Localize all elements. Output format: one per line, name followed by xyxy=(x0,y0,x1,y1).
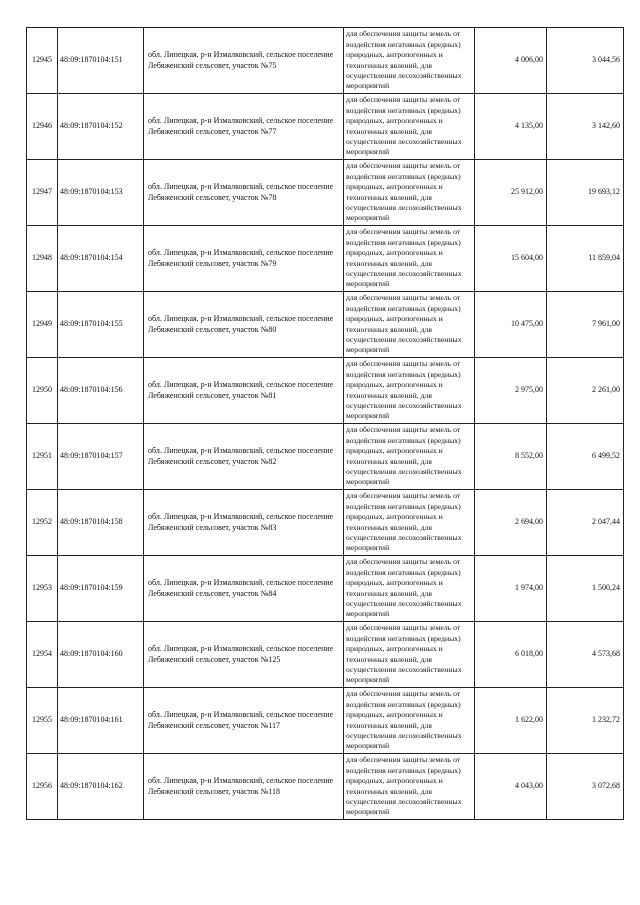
table-row xyxy=(27,490,624,556)
area-cell: 6 018,00 xyxy=(475,622,547,688)
area-cell: 1 974,00 xyxy=(475,556,547,622)
permitted-use-cell: для обеспечения защиты земель от воздействия негативных (вредных) природных, антропогенных и техногенных явлений, для осуществления лесохозяйственных мероприятий xyxy=(344,358,475,424)
permitted-use-cell: для обеспечения защиты земель от воздействия негативных (вредных) природных, антропогенных и техногенных явлений, для осуществления лесохозяйственных мероприятий xyxy=(344,94,475,160)
table-row xyxy=(27,688,624,754)
address-cell: обл. Липецкая, р-н Измалковский, сельское поселение Лебяженский сельсовет, участок №117 xyxy=(144,688,344,754)
permitted-use-cell: для обеспечения защиты земель от воздействия негативных (вредных) природных, антропогенных и техногенных явлений, для осуществления лесохозяйственных мероприятий xyxy=(344,292,475,358)
address-cell: обл. Липецкая, р-н Измалковский, сельское поселение Лебяженский сельсовет, участок №82 xyxy=(144,424,344,490)
table-row xyxy=(27,28,624,94)
row-number-cell: 12952 xyxy=(27,490,58,556)
cadastral-number-cell: 48:09:1870104:162 xyxy=(58,754,144,820)
address-cell: обл. Липецкая, р-н Измалковский, сельское поселение Лебяженский сельсовет, участок №81 xyxy=(144,358,344,424)
cadastral-number-cell: 48:09:1870104:152 xyxy=(58,94,144,160)
area-cell: 25 912,00 xyxy=(475,160,547,226)
table-row xyxy=(27,94,624,160)
cadastral-value-cell: 3 142,60 xyxy=(547,94,624,160)
area-cell: 2 694,00 xyxy=(475,490,547,556)
cadastral-number-cell: 48:09:1870104:158 xyxy=(58,490,144,556)
cadastral-value-cell: 7 961,00 xyxy=(547,292,624,358)
cadastral-number-cell: 48:09:1870104:151 xyxy=(58,28,144,94)
row-number-cell: 12947 xyxy=(27,160,58,226)
address-cell: обл. Липецкая, р-н Измалковский, сельское поселение Лебяженский сельсовет, участок №79 xyxy=(144,226,344,292)
cadastral-value-cell: 6 499,52 xyxy=(547,424,624,490)
address-cell: обл. Липецкая, р-н Измалковский, сельское поселение Лебяженский сельсовет, участок №77 xyxy=(144,94,344,160)
table-row xyxy=(27,226,624,292)
address-cell: обл. Липецкая, р-н Измалковский, сельское поселение Лебяженский сельсовет, участок №75 xyxy=(144,28,344,94)
cadastral-value-cell: 11 859,04 xyxy=(547,226,624,292)
cadastral-value-cell: 3 044,56 xyxy=(547,28,624,94)
permitted-use-cell: для обеспечения защиты земель от воздействия негативных (вредных) природных, антропогенных и техногенных явлений, для осуществления лесохозяйственных мероприятий xyxy=(344,754,475,820)
cadastral-number-cell: 48:09:1870104:157 xyxy=(58,424,144,490)
table-row xyxy=(27,292,624,358)
row-number-cell: 12949 xyxy=(27,292,58,358)
table-row xyxy=(27,622,624,688)
permitted-use-cell: для обеспечения защиты земель от воздействия негативных (вредных) природных, антропогенных и техногенных явлений, для осуществления лесохозяйственных мероприятий xyxy=(344,622,475,688)
table-row xyxy=(27,754,624,820)
row-number-cell: 12951 xyxy=(27,424,58,490)
area-cell: 15 604,00 xyxy=(475,226,547,292)
permitted-use-cell: для обеспечения защиты земель от воздействия негативных (вредных) природных, антропогенных и техногенных явлений, для осуществления лесохозяйственных мероприятий xyxy=(344,490,475,556)
cadastral-number-cell: 48:09:1870104:160 xyxy=(58,622,144,688)
area-cell: 1 622,00 xyxy=(475,688,547,754)
row-number-cell: 12946 xyxy=(27,94,58,160)
table-row xyxy=(27,160,624,226)
permitted-use-cell: для обеспечения защиты земель от воздействия негативных (вредных) природных, антропогенных и техногенных явлений, для осуществления лесохозяйственных мероприятий xyxy=(344,28,475,94)
table-row xyxy=(27,424,624,490)
cadastral-number-cell: 48:09:1870104:159 xyxy=(58,556,144,622)
cadastral-value-cell: 1 232,72 xyxy=(547,688,624,754)
address-cell: обл. Липецкая, р-н Измалковский, сельское поселение Лебяженский сельсовет, участок №83 xyxy=(144,490,344,556)
address-cell: обл. Липецкая, р-н Измалковский, сельское поселение Лебяженский сельсовет, участок №80 xyxy=(144,292,344,358)
address-cell: обл. Липецкая, р-н Измалковский, сельское поселение Лебяженский сельсовет, участок №118 xyxy=(144,754,344,820)
row-number-cell: 12953 xyxy=(27,556,58,622)
address-cell: обл. Липецкая, р-н Измалковский, сельское поселение Лебяженский сельсовет, участок №84 xyxy=(144,556,344,622)
permitted-use-cell: для обеспечения защиты земель от воздействия негативных (вредных) природных, антропогенных и техногенных явлений, для осуществления лесохозяйственных мероприятий xyxy=(344,226,475,292)
cadastral-value-cell: 3 072,68 xyxy=(547,754,624,820)
cadastral-value-cell: 2 047,44 xyxy=(547,490,624,556)
area-cell: 4 135,00 xyxy=(475,94,547,160)
table-row xyxy=(27,358,624,424)
cadastral-value-cell: 19 693,12 xyxy=(547,160,624,226)
area-cell: 10 475,00 xyxy=(475,292,547,358)
cadastral-number-cell: 48:09:1870104:153 xyxy=(58,160,144,226)
cadastral-number-cell: 48:09:1870104:156 xyxy=(58,358,144,424)
address-cell: обл. Липецкая, р-н Измалковский, сельское поселение Лебяженский сельсовет, участок №125 xyxy=(144,622,344,688)
row-number-cell: 12948 xyxy=(27,226,58,292)
area-cell: 4 006,00 xyxy=(475,28,547,94)
cadastral-number-cell: 48:09:1870104:161 xyxy=(58,688,144,754)
cadastral-value-cell: 2 261,00 xyxy=(547,358,624,424)
row-number-cell: 12950 xyxy=(27,358,58,424)
table-body xyxy=(27,28,624,820)
permitted-use-cell: для обеспечения защиты земель от воздействия негативных (вредных) природных, антропогенных и техногенных явлений, для осуществления лесохозяйственных мероприятий xyxy=(344,688,475,754)
row-number-cell: 12945 xyxy=(27,28,58,94)
table-row xyxy=(27,556,624,622)
permitted-use-cell: для обеспечения защиты земель от воздействия негативных (вредных) природных, антропогенных и техногенных явлений, для осуществления лесохозяйственных мероприятий xyxy=(344,424,475,490)
cadastral-number-cell: 48:09:1870104:155 xyxy=(58,292,144,358)
cadastral-value-cell: 4 573,68 xyxy=(547,622,624,688)
document-page xyxy=(26,27,620,820)
permitted-use-cell: для обеспечения защиты земель от воздействия негативных (вредных) природных, антропогенных и техногенных явлений, для осуществления лесохозяйственных мероприятий xyxy=(344,160,475,226)
area-cell: 4 043,00 xyxy=(475,754,547,820)
cadastral-number-cell: 48:09:1870104:154 xyxy=(58,226,144,292)
row-number-cell: 12956 xyxy=(27,754,58,820)
address-cell: обл. Липецкая, р-н Измалковский, сельское поселение Лебяженский сельсовет, участок №78 xyxy=(144,160,344,226)
area-cell: 8 552,00 xyxy=(475,424,547,490)
cadastral-value-cell: 1 500,24 xyxy=(547,556,624,622)
land-plots-table xyxy=(26,27,624,820)
row-number-cell: 12955 xyxy=(27,688,58,754)
permitted-use-cell: для обеспечения защиты земель от воздействия негативных (вредных) природных, антропогенных и техногенных явлений, для осуществления лесохозяйственных мероприятий xyxy=(344,556,475,622)
row-number-cell: 12954 xyxy=(27,622,58,688)
area-cell: 2 975,00 xyxy=(475,358,547,424)
